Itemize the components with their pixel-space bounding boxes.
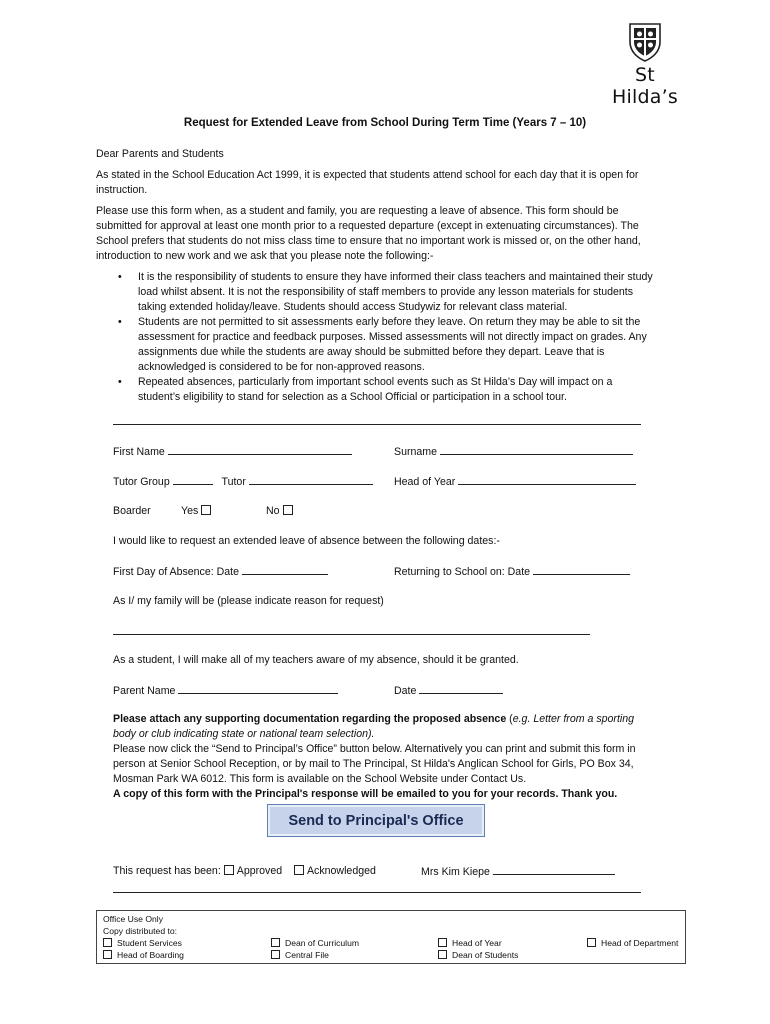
checkbox-icon[interactable]: [438, 938, 447, 947]
checkbox-icon[interactable]: [271, 950, 280, 959]
boarder-label: Boarder: [113, 505, 151, 517]
parent-name-row: [113, 683, 338, 698]
signature-field[interactable]: [493, 864, 615, 875]
tutor-label: Tutor: [221, 476, 246, 488]
checkbox-icon[interactable]: [271, 938, 280, 947]
checkbox-icon[interactable]: [103, 938, 112, 947]
list-item: • Repeated absences, particularly from important school events such as St Hilda’s Day will impact on a student’s eligibility to stand for selection as a School Official or participation in a school tour.: [96, 375, 656, 405]
first-day-row: [113, 564, 328, 579]
parent-name-field[interactable]: [178, 683, 338, 694]
submission-instructions: Please now click the “Send to Principal’s Office” button below. Alternatively you can print and submit this form in person at Senior School Reception, or by mail to The Principal, St Hilda's Anglican School for Girls, PO Box 34, Mosman Park WA 6012. This form is available on the School Website under Contact Us.: [113, 743, 636, 785]
request-statement: I would like to request an extended leave of absence between the following dates:-: [113, 535, 500, 547]
head-of-boarding-option[interactable]: Head of Boarding: [103, 949, 184, 961]
list-item: • It is the responsibility of students to ensure they have informed their class teachers and maintained their study load whilst absent. It is not the responsibility of staff members to provide any lesson materials for students taking extended holiday/leave. Students should access Studywiz for relevant class material.: [96, 270, 656, 315]
returning-field[interactable]: [533, 564, 630, 575]
attachment-note: Please attach any supporting documentation regarding the proposed absence (e.g. Letter from a sporting body or club indicating state or national team selection).: [113, 713, 635, 740]
date-row: [394, 683, 503, 698]
surname-row: [394, 444, 633, 459]
school-name: St Hilda’s: [612, 64, 678, 108]
acknowledged-label: Acknowledged: [306, 865, 376, 877]
paragraph-attendance: As stated in the School Education Act 1999, it is expected that students attend school for each day that it is open for instruction.: [96, 169, 639, 196]
office-use-title: Office Use Only: [103, 914, 164, 924]
checkbox-icon[interactable]: [438, 950, 447, 959]
yes-checkbox[interactable]: [201, 505, 211, 515]
attachment-instructions: [113, 712, 643, 802]
request-status-row: [113, 864, 376, 878]
tutor-group-field[interactable]: [173, 474, 213, 485]
head-of-year-field[interactable]: [458, 474, 636, 485]
approved-label: Approved: [236, 865, 283, 877]
letter-body: [96, 147, 656, 405]
returning-row: [394, 564, 630, 579]
date-field[interactable]: [419, 683, 503, 694]
head-of-department-option[interactable]: Head of Department: [587, 937, 678, 949]
office-use-box: [96, 910, 686, 964]
checkbox-icon[interactable]: [103, 950, 112, 959]
first-name-field[interactable]: [168, 444, 352, 455]
tutor-field[interactable]: [249, 474, 373, 485]
checkbox-icon[interactable]: [587, 938, 596, 947]
date-label: Date: [394, 685, 417, 697]
no-label: No: [266, 505, 280, 517]
signatory-row: [421, 864, 615, 879]
boarder-row: [113, 504, 151, 518]
first-day-field[interactable]: [242, 564, 328, 575]
tutor-row: [113, 474, 373, 489]
list-item: • Students are not permitted to sit assessments early before they leave. On return they may be able to sit the assessment for practice and feedback purposes. Missed assessments will not directly impact on grades. Any assignments due while the students are away should be submitted before they depart. Leave that is acknowledged is considered to be for non-approved reasons.: [96, 315, 656, 375]
copy-distributed-label: Copy distributed to:: [103, 926, 178, 936]
signatory-label: Mrs Kim Kiepe: [421, 866, 490, 878]
reason-label: As I/ my family will be (please indicate reason for request): [113, 595, 384, 607]
status-label: This request has been:: [113, 865, 221, 877]
divider: [113, 892, 641, 893]
approved-checkbox[interactable]: [224, 865, 234, 875]
boarder-yes: [181, 504, 214, 518]
crest-icon: [626, 22, 664, 62]
surname-label: Surname: [394, 446, 437, 458]
parent-name-label: Parent Name: [113, 685, 176, 697]
returning-label: Returning to School on: Date: [394, 566, 531, 578]
tutor-group-label: Tutor Group: [113, 476, 170, 488]
divider: [113, 424, 641, 425]
head-of-year-row: [394, 474, 636, 489]
first-name-label: First Name: [113, 446, 165, 458]
yes-label: Yes: [181, 505, 199, 517]
send-to-principal-button[interactable]: Send to Principal's Office: [267, 804, 485, 837]
school-logo: [600, 22, 690, 108]
form-title: Request for Extended Leave from School During Term Time (Years 7 – 10): [183, 117, 587, 129]
student-services-option[interactable]: Student Services: [103, 937, 182, 949]
first-day-label: First Day of Absence: Date: [113, 566, 240, 578]
head-of-year-label: Head of Year: [394, 476, 456, 488]
surname-field[interactable]: [440, 444, 633, 455]
central-file-option[interactable]: Central File: [271, 949, 329, 961]
reason-field[interactable]: [113, 634, 590, 635]
paragraph-instructions: Please use this form when, as a student and family, you are requesting a leave of absence. This form should be submitted for approval at least one month prior to a requested departure (except in extenuating circumstances). The School prefers that students do not miss class time to ensure that no important work is missed or, on the other hand, introduction to new work and we ask that you please note the following:-: [96, 205, 641, 262]
salutation: Dear Parents and Students: [96, 148, 224, 160]
boarder-no: [266, 504, 296, 518]
head-of-year-option[interactable]: Head of Year: [438, 937, 502, 949]
student-statement: As a student, I will make all of my teachers aware of my absence, should it be granted.: [113, 654, 519, 666]
notes-list: [96, 270, 656, 405]
acknowledged-checkbox[interactable]: [294, 865, 304, 875]
first-name-row: [113, 444, 352, 459]
dean-of-students-option[interactable]: Dean of Students: [438, 949, 518, 961]
dean-of-curriculum-option[interactable]: Dean of Curriculum: [271, 937, 359, 949]
no-checkbox[interactable]: [283, 505, 293, 515]
copy-note: A copy of this form with the Principal's response will be emailed to you for your records. Thank you.: [113, 788, 618, 800]
